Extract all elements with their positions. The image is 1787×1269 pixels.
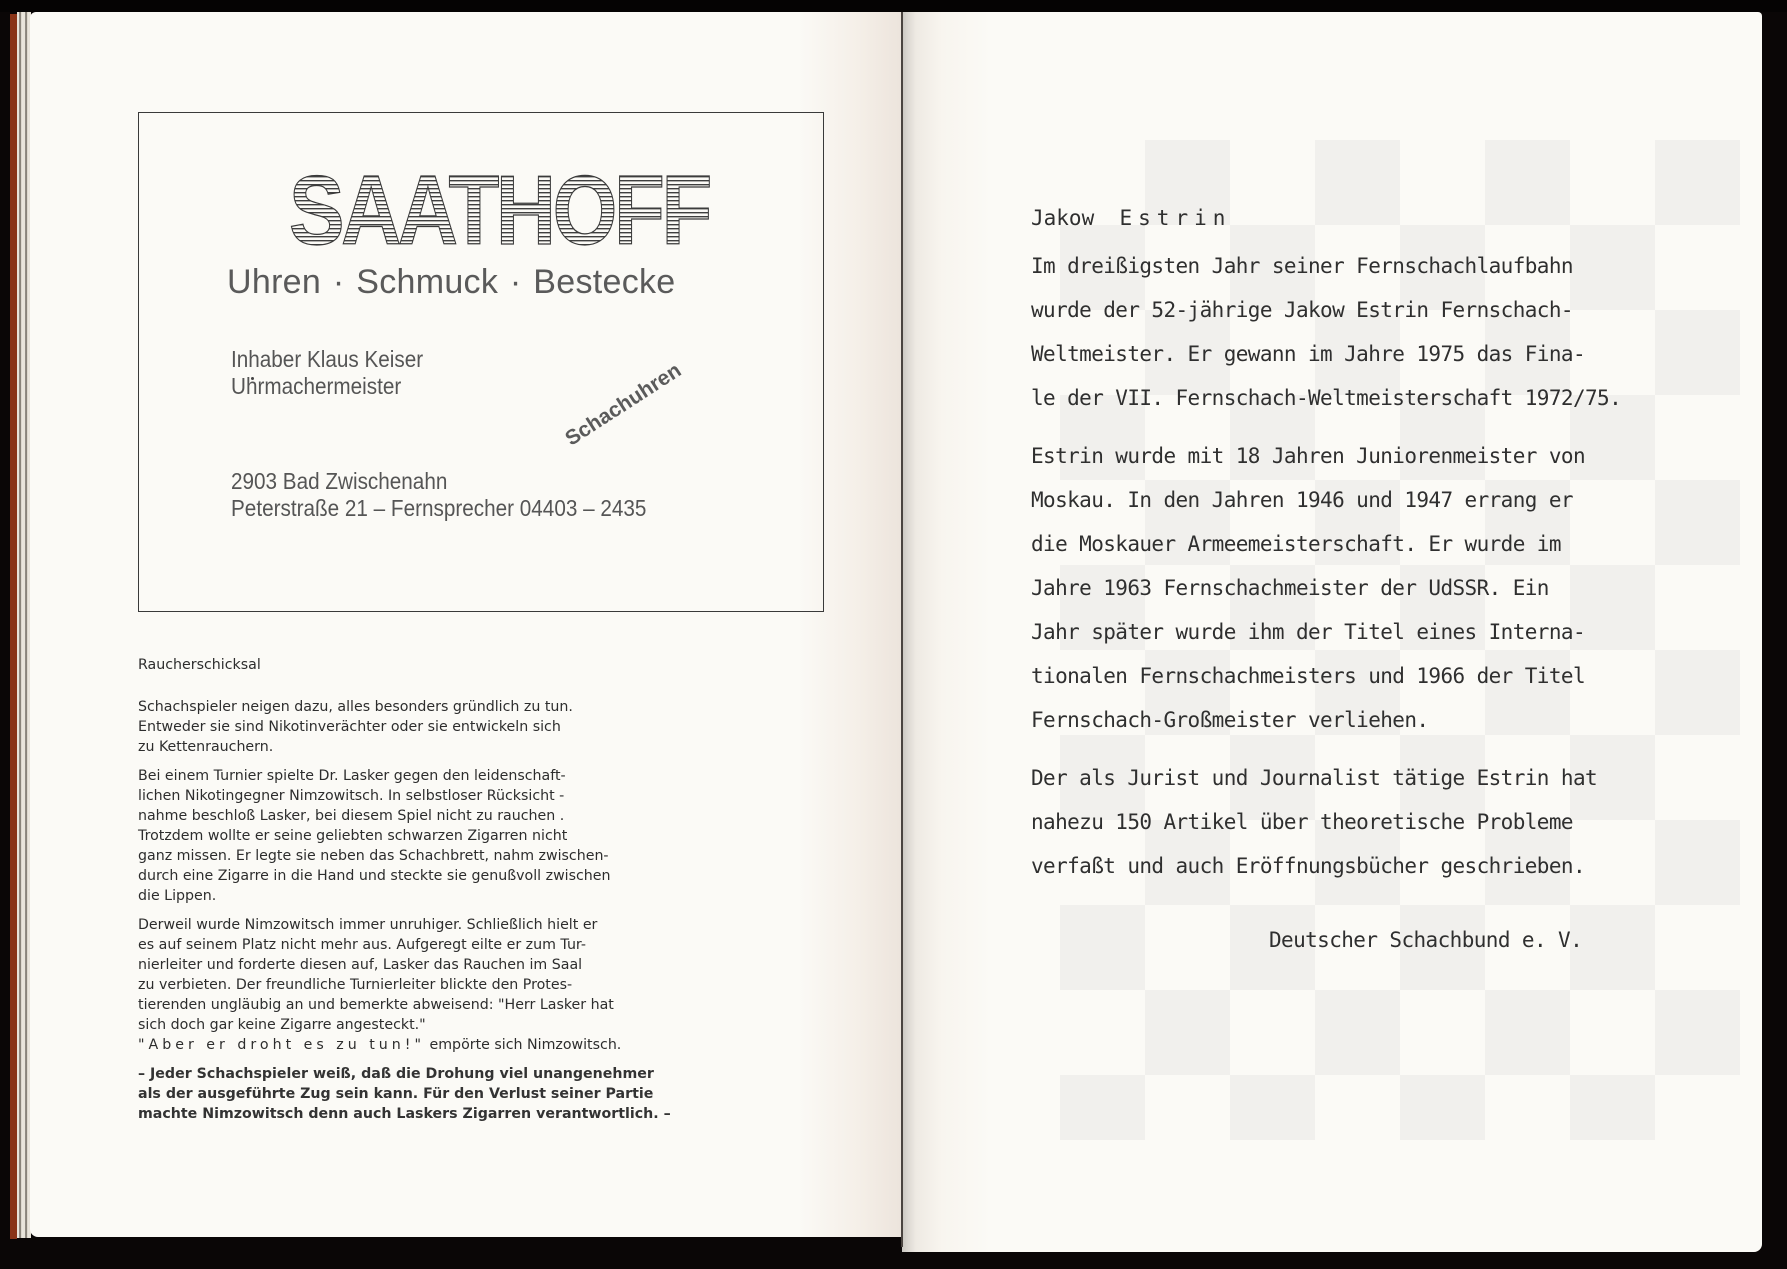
right-page [902, 12, 1762, 1252]
ad-owner-title: Uhrmachermeister [231, 373, 402, 399]
ad-address-city: 2903 Bad Zwischenahn [231, 468, 448, 494]
bio-signature: Deutscher Schachbund e. V. [1269, 928, 1583, 952]
ad-tagline: Uhren · Schmuck · Bestecke [227, 263, 676, 301]
logo-text: SAATHOFF [289, 155, 710, 265]
story-title: Raucherschicksal [138, 657, 261, 673]
story-quote [138, 1035, 738, 1055]
quote-spaced: "Aber er droht es zu tun!" [138, 1037, 425, 1053]
story-paragraph: Schachspieler neigen dazu, alles besonders gründlich zu tun. Entweder sie sind Nikotinverächter oder sie entwickeln sich zu Kettenrauchern. [138, 699, 573, 755]
scan-top-border [0, 0, 1787, 12]
saathoff-logo [284, 155, 714, 265]
schachuhren-stamp: Schachuhren [561, 358, 686, 451]
bio-estrin [1031, 196, 1691, 976]
book-spine [901, 12, 903, 1247]
page-stack-edge [17, 12, 31, 1238]
quote-tail: empörte sich Nimzowitsch. [425, 1037, 622, 1053]
bio-paragraph: Estrin wurde mit 18 Jahren Juniorenmeister von Moskau. In den Jahren 1946 und 1947 errang er die Moskauer Armeemeisterschaft. Er wurde im Jahre 1963 Fernschachmeister der UdSSR. Ein Jahr später wurde ihm der Titel eines Interna- tionalen Fernschachmeisters und 1966 der Titel Fernschach-Großmeister verliehen. [1031, 444, 1585, 732]
bio-title [1031, 196, 1691, 240]
bio-paragraph: Der als Jurist und Journalist tätige Estrin hat nahezu 150 Artikel über theoretische Probleme verfaßt und auch Eröffnungsbücher geschrieben. [1031, 766, 1598, 878]
bio-title-last: Estrin [1119, 206, 1232, 230]
advertisement-box [138, 112, 824, 612]
book-cover-edge [10, 14, 17, 1239]
bio-title-first: Jakow [1031, 206, 1095, 230]
ad-address-street-phone: Peterstraße 21 – Fernsprecher 04403 – 2435 [231, 495, 647, 521]
story-raucherschicksal [138, 655, 738, 1133]
left-page [30, 12, 902, 1237]
ad-owner: Inhaber Klaus Keiser [231, 346, 424, 372]
bio-paragraph: Im dreißigsten Jahr seiner Fernschachlaufbahn wurde der 52-jährige Jakow Estrin Fernschach- Weltmeister. Er gewann im Jahre 1975 das Fina- le der VII. Fernschach-Weltmeisterschaft 1972/75. [1031, 254, 1622, 410]
story-paragraph: Derweil wurde Nimzowitsch immer unruhiger. Schließlich hielt er es auf seinem Platz nicht mehr aus. Aufgeregt eilte er zum Tur- nierleiter und forderte diesen auf, Lasker das Rauchen im Saal zu verbieten. Der freundliche Turnierleiter blickte den Protes- tierenden ungläubig an und bemerkte abweisend: "Herr Lasker hat sich doch gar keine Zigarre angesteckt." [138, 917, 614, 1033]
story-paragraph: Bei einem Turnier spielte Dr. Lasker gegen den leidenschaft- lichen Nikotingegner Nimzowitsch. In selbstloser Rücksicht - nahme beschloß Lasker, bei diesem Spiel nicht zu rauchen . Trotzdem wollte er seine geliebten schwarzen Zigarren nicht ganz missen. Er legte sie neben das Schachbrett, nahm zwischen- durch eine Zigarre in die Hand und steckte sie genußvoll zwischen die Lippen. [138, 768, 611, 904]
story-closing: – Jeder Schachspieler weiß, daß die Drohung viel unangenehmer als der ausgeführte Zug sein kann. Für den Verlust seiner Partie machte Nimzowitsch denn auch Laskers Zigarren verantwortlich. – [138, 1066, 671, 1122]
